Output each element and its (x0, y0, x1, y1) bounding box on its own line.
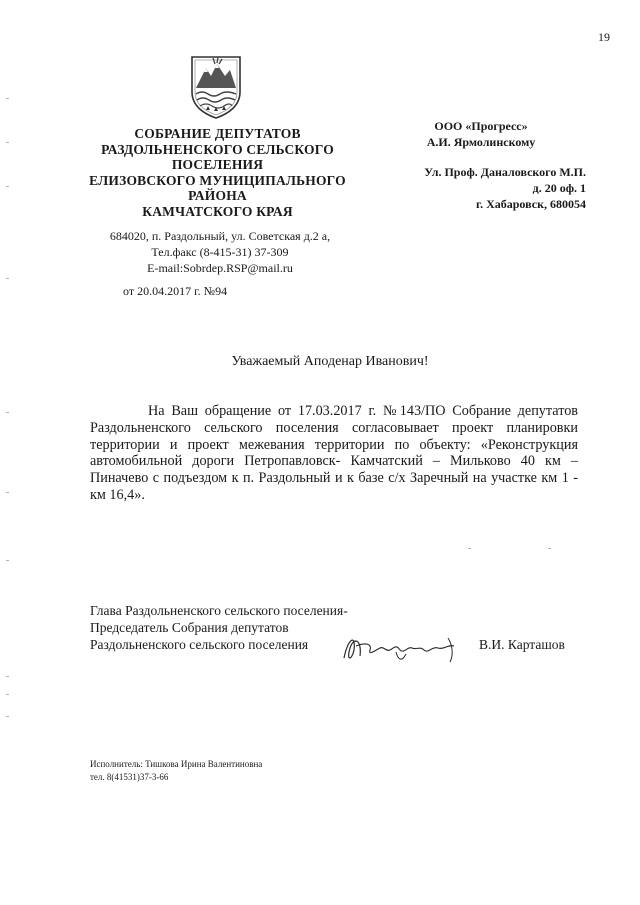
sender-line: ПОСЕЛЕНИЯ (171, 157, 264, 172)
scan-mark (6, 716, 9, 717)
page-number: 19 (598, 30, 610, 44)
sender-line: РАЙОНА (188, 188, 247, 203)
sender-line: КАМЧАТСКОГО КРАЯ (142, 203, 293, 219)
scan-mark (6, 694, 9, 695)
handwritten-signature-icon (336, 628, 466, 668)
outgoing-reference: от 20.04.2017 г. №94 (123, 284, 228, 298)
sender-email: E-mail:Sobrdep.RSP@mail.ru (147, 261, 293, 275)
executor-footer (90, 758, 262, 784)
sender-line: ЕЛИЗОВСКОГО МУНИЦИПАЛЬНОГО (89, 172, 346, 188)
scan-mark (6, 186, 9, 187)
signatory-title (90, 602, 348, 653)
signatory-title-line: Глава Раздольненского сельского поселения- (90, 603, 348, 618)
letter-body: На Ваш обращение от 17.03.2017 г. №143/ПО Собрание депутатов Раздольненского сельского поселения согласовывает проект планировки территории и проект межевания территории по объекту: «Реконструкция автомобильной дороги Петропавловск- Камчатский – Мильково 40 км – Пиначево с подъездом к п. Раздольный и к базе с/х Заречный на участке км 1 - км 16,4». (90, 403, 578, 503)
sender-line: РАЗДОЛЬНЕНСКОГО СЕЛЬСКОГО (101, 141, 334, 157)
recipient-organization: ООО «Прогресс» (434, 119, 528, 133)
recipient-spacer (376, 150, 586, 164)
executor-name: Исполнитель: Тишкова Ирина Валентиновна (90, 759, 263, 769)
recipient-person: А.И. Ярмолинскому (426, 135, 536, 149)
signatory-title-line: Раздольненского сельского поселения (90, 637, 309, 652)
scan-mark (548, 548, 551, 549)
scan-mark (6, 492, 9, 493)
coat-of-arms-icon (188, 54, 244, 120)
scan-mark (6, 560, 9, 561)
sender-organization (80, 126, 355, 219)
greeting: Уважаемый Аподенар Иванович! (231, 354, 429, 369)
sender-address: 684020, п. Раздольный, ул. Советская д.2 а, (109, 229, 331, 243)
recipient-block (376, 118, 586, 212)
scan-mark (468, 548, 471, 549)
recipient-building: д. 20 оф. 1 (532, 181, 586, 195)
scan-mark (6, 98, 9, 99)
signatory-name: В.И. Карташов (479, 637, 565, 652)
sender-line: СОБРАНИЕ ДЕПУТАТОВ (134, 126, 301, 141)
signatory-title-line: Председатель Собрания депутатов (90, 620, 289, 635)
scan-mark (6, 142, 9, 143)
recipient-street: Ул. Проф. Даналовского М.П. (424, 165, 586, 179)
sender-contacts (100, 228, 340, 276)
recipient-city: г. Хабаровск, 680054 (475, 197, 586, 211)
scan-mark (6, 412, 9, 413)
executor-phone: тел. 8(41531)37-3-66 (90, 772, 169, 782)
scan-mark (6, 676, 9, 677)
sender-phone-fax: Тел.факс (8-415-31) 37-309 (151, 245, 289, 259)
scan-mark (6, 278, 9, 279)
